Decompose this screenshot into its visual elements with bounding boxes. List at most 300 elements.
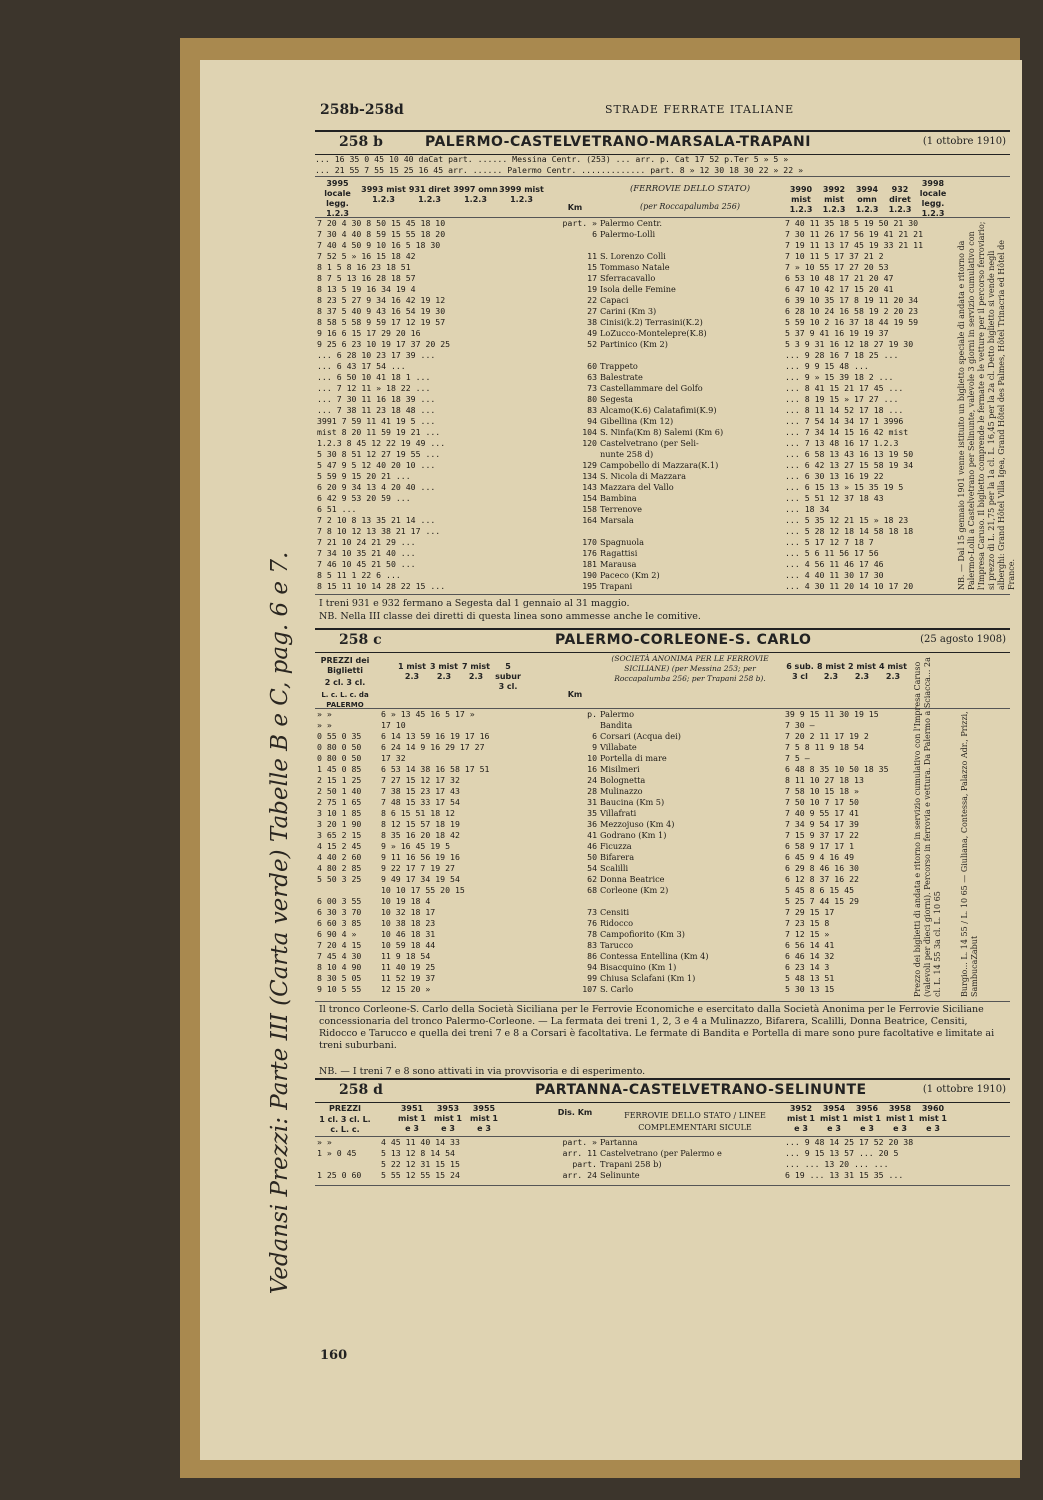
- departure-times: ... 7 38 11 23 18 48 ...: [317, 405, 436, 415]
- schedule-row: [315, 962, 1010, 973]
- train-head: 3960 mist 1 e 3: [918, 1104, 947, 1133]
- price-cell: 0 80 0 50: [317, 742, 362, 752]
- km-label: Dis. Km: [557, 1108, 593, 1117]
- train-headers: [315, 652, 1010, 709]
- departure-times: 10 46 18 31: [381, 929, 436, 939]
- departure-times: ... 6 43 17 54 ...: [317, 361, 406, 371]
- schedule-row: [315, 240, 1010, 251]
- route-date: (25 agosto 1908): [920, 634, 1006, 645]
- return-times: 5 45 8 6 15 45: [785, 885, 855, 895]
- schedule-row: [315, 973, 1010, 984]
- return-times: 7 20 2 11 17 19 2: [785, 731, 869, 741]
- departure-times: 1.2.3 8 45 12 22 19 49 ...: [317, 438, 446, 448]
- return-times: 5 59 10 2 16 37 18 44 19 59: [785, 317, 919, 327]
- price-cell: 2 75 1 65: [317, 797, 362, 807]
- return-times: ... ... 13 20 ... ...: [785, 1159, 889, 1169]
- km-cell: 68: [587, 885, 597, 895]
- schedule-row: [315, 1137, 1010, 1148]
- train-head: 3958 mist 1 e 3: [885, 1104, 914, 1133]
- train-head: 3993 mist 1.2.3: [361, 185, 406, 204]
- price-cell: 7 20 4 15: [317, 940, 362, 950]
- section-header: [315, 130, 1010, 155]
- schedule-rows: [315, 218, 1016, 595]
- train-head: 3997 omn 1.2.3: [453, 185, 498, 204]
- train-head: 3955 mist 1 e 3: [469, 1104, 498, 1133]
- departure-times: 7 8 10 12 13 38 21 17 ...: [317, 526, 441, 536]
- return-times: ... 18 34: [785, 504, 830, 514]
- schedule-row: [315, 918, 1010, 929]
- return-times: 6 12 8 37 16 22: [785, 874, 859, 884]
- km-cell: 80: [587, 394, 597, 404]
- km-cell: 94: [587, 416, 597, 426]
- schedule-row: [315, 775, 1010, 786]
- departure-times: 5 22 12 31 15 15: [381, 1159, 460, 1169]
- departure-times: 10 38 18 23: [381, 918, 436, 928]
- return-times: 6 56 14 41: [785, 940, 835, 950]
- station-name: Censiti: [600, 907, 630, 917]
- train-head: 4 mist 2.3: [878, 662, 907, 681]
- return-times: 6 23 14 3: [785, 962, 830, 972]
- km-cell: 52: [587, 339, 597, 349]
- connection-row: ... 21 55 7 55 15 25 16 45 arr. ...... Palermo Centr. ............. part. 8 » 12 30 18 30 22 » 22 »: [315, 165, 803, 175]
- return-times: 7 40 11 35 18 5 19 50 21 30: [785, 218, 919, 228]
- schedule-row: [315, 786, 1010, 797]
- return-times: ... 5 51 12 37 18 43: [785, 493, 884, 503]
- schedule-row: [315, 830, 1010, 841]
- km-cell: 190: [582, 570, 597, 580]
- price-cell: 8 30 5 05: [317, 973, 362, 983]
- station-name: Contessa Entellina (Km 4): [600, 951, 709, 961]
- schedule-row: [315, 742, 1010, 753]
- section-number: 258 b: [339, 134, 383, 150]
- side-note-destinations: Burgio... L. 14 55 / L. 10 65 — Giuliana, Contessa, Palazzo Adr., Prizzi, SambucaZabut: [960, 711, 979, 997]
- return-times: ... 4 40 11 30 17 30: [785, 570, 884, 580]
- departure-times: 11 40 19 25: [381, 962, 436, 972]
- schedule-row: [315, 874, 1010, 885]
- station-name: Gibellina (Km 12): [600, 416, 674, 426]
- schedule-row: [315, 548, 1010, 559]
- station-name: Mulinazzo: [600, 786, 643, 796]
- departure-times: 8 15 11 10 14 28 22 15 ...: [317, 581, 446, 591]
- departure-times: mist 8 20 11 59 19 21 ...: [317, 427, 441, 437]
- station-name: Isola delle Femine: [600, 284, 676, 294]
- return-times: 5 30 13 15: [785, 984, 835, 994]
- departure-times: 10 10 17 55 20 15: [381, 885, 465, 895]
- schedule-row: [315, 819, 1010, 830]
- km-cell: 17: [587, 273, 597, 283]
- return-times: 8 11 10 27 18 13: [785, 775, 864, 785]
- return-times: ... 6 42 13 27 15 58 19 34: [785, 460, 914, 470]
- schedule-row: [315, 383, 1010, 394]
- return-times: ... 5 6 11 56 17 56: [785, 548, 879, 558]
- return-times: 6 19 ... 13 31 15 35 ...: [785, 1170, 904, 1180]
- return-times: ... 6 15 13 » 15 35 19 5: [785, 482, 904, 492]
- price-cell: 1 45 0 85: [317, 764, 362, 774]
- km-cell: 15: [587, 262, 597, 272]
- km-cell: 28: [587, 786, 597, 796]
- price-classes: 1 cl. 3 cl. L. c. L. c.: [319, 1115, 371, 1134]
- departure-times: 4 45 11 40 14 33: [381, 1137, 460, 1147]
- station-name: Bandita: [600, 720, 633, 730]
- station-name: Donna Beatrice: [600, 874, 665, 884]
- km-cell: 16: [587, 764, 597, 774]
- train-head: 3990 mist 1.2.3: [789, 185, 813, 214]
- station-name: Ragattisi: [600, 548, 638, 558]
- section-header: [315, 628, 1010, 653]
- km-cell: part. »: [562, 1137, 597, 1147]
- station-name: Scalilli: [600, 863, 629, 873]
- km-cell: part.: [572, 1159, 597, 1169]
- price-head: PREZZI: [328, 1104, 362, 1113]
- schedule-row: [315, 797, 1010, 808]
- return-times: ... 5 17 12 7 18 7: [785, 537, 874, 547]
- station-name: Villafrati: [600, 808, 637, 818]
- train-head: 3 mist 2.3: [429, 662, 458, 681]
- station-name: Corleone (Km 2): [600, 885, 669, 895]
- schedule-row: [315, 229, 1010, 240]
- schedule-row: [315, 482, 1010, 493]
- train-head: 3992 mist 1.2.3: [822, 185, 846, 214]
- km-cell: 73: [587, 907, 597, 917]
- km-cell: 38: [587, 317, 597, 327]
- departure-times: 7 20 4 30 8 50 15 45 18 10: [317, 218, 446, 228]
- price-cell: 3 10 1 85: [317, 808, 362, 818]
- km-cell: 83: [587, 940, 597, 950]
- schedule-row: [315, 372, 1010, 383]
- section-258d: [315, 1078, 1010, 1223]
- running-header: [320, 102, 1010, 122]
- station-name: Palermo Centr.: [600, 218, 662, 228]
- schedule-row: [315, 808, 1010, 819]
- train-head: 3951 mist 1 e 3: [397, 1104, 426, 1133]
- price-cell: 0 55 0 35: [317, 731, 362, 741]
- return-times: 6 28 10 24 16 58 19 2 20 23: [785, 306, 919, 316]
- km-cell: 9: [592, 742, 597, 752]
- km-cell: 120: [582, 438, 597, 448]
- route-date: (1 ottobre 1910): [922, 136, 1006, 147]
- station-name: S. Lorenzo Colli: [600, 251, 666, 261]
- departure-times: 8 23 5 27 9 34 16 42 19 12: [317, 295, 446, 305]
- schedule-row: [315, 753, 1010, 764]
- departure-times: 8 7 5 13 16 28 18 57: [317, 273, 416, 283]
- section-number: 258 d: [339, 1082, 383, 1098]
- return-times: 6 46 14 32: [785, 951, 835, 961]
- departure-times: 8 5 11 1 22 6 ...: [317, 570, 401, 580]
- price-cell: 4 80 2 85: [317, 863, 362, 873]
- schedule-row: [315, 885, 1010, 896]
- connection-rows: [315, 154, 1010, 177]
- km-cell: arr. 24: [562, 1170, 597, 1180]
- return-times: 7 34 9 54 17 39: [785, 819, 859, 829]
- page-number: 160: [320, 1348, 348, 1363]
- km-cell: 158: [582, 504, 597, 514]
- km-cell: 50: [587, 852, 597, 862]
- footnote: NB. Nella III classe dei diretti di questa linea sono ammesse anche le comitive.: [319, 611, 701, 622]
- operator-name: FERROVIE DELLO STATO / LINEE COMPLEMENTARI SICULE: [624, 1111, 766, 1132]
- train-head: 5 subur 3 cl.: [495, 662, 521, 691]
- schedule-row: [315, 218, 1010, 229]
- train-head: 3954 mist 1 e 3: [819, 1104, 848, 1133]
- return-times: 7 29 15 17: [785, 907, 835, 917]
- station-name: Campofiorito (Km 3): [600, 929, 685, 939]
- return-times: 5 37 9 41 16 19 19 37: [785, 328, 889, 338]
- km-cell: 78: [587, 929, 597, 939]
- station-name: Carini (Km 3): [600, 306, 657, 316]
- schedule-row: [315, 515, 1010, 526]
- return-times: 7 19 11 13 17 45 19 33 21 11: [785, 240, 924, 250]
- schedule-row: [315, 284, 1010, 295]
- schedule-row: [315, 581, 1010, 592]
- departure-times: ... 7 12 11 » 18 22 ...: [317, 383, 431, 393]
- station-name: Palermo-Lolli: [600, 229, 656, 239]
- schedule-row: [315, 537, 1010, 548]
- return-times: ... 6 58 13 43 16 13 19 50: [785, 449, 914, 459]
- station-name: Selinunte: [600, 1170, 640, 1180]
- departure-times: 7 30 4 40 8 59 15 55 18 20: [317, 229, 446, 239]
- station-name: Chiusa Sclafani (Km 1): [600, 973, 696, 983]
- train-head: 3999 mist 1.2.3: [499, 185, 544, 204]
- departure-times: 8 6 15 51 18 12: [381, 808, 455, 818]
- departure-times: 5 59 9 15 20 21 ...: [317, 471, 411, 481]
- return-times: 7 5 —: [785, 753, 810, 763]
- departure-times: 9 25 6 23 10 19 17 37 20 25: [317, 339, 451, 349]
- km-cell: arr. 11: [562, 1148, 597, 1158]
- km-cell: 49: [587, 328, 597, 338]
- schedule-row: [315, 720, 1010, 731]
- return-times: 7 50 10 7 17 50: [785, 797, 859, 807]
- km-label: Km: [567, 203, 583, 212]
- departure-times: 8 35 16 20 18 42: [381, 830, 460, 840]
- km-cell: p.: [587, 709, 597, 719]
- departure-times: 7 34 10 35 21 40 ...: [317, 548, 416, 558]
- train-head: 2 mist 2.3: [847, 662, 876, 681]
- schedule-row: [315, 251, 1010, 262]
- return-times: ... 4 56 11 46 17 46: [785, 559, 884, 569]
- section-header: [315, 1078, 1010, 1103]
- departure-times: 6 14 13 59 16 19 17 16: [381, 731, 490, 741]
- return-times: ... 9 » 15 39 18 2 ...: [785, 372, 894, 382]
- station-name: Alcamo(K.6) Calatafimi(K.9): [600, 405, 717, 415]
- return-times: ... 8 19 15 » 17 27 ...: [785, 394, 899, 404]
- train-head: 931 diret 1.2.3: [408, 185, 451, 204]
- return-times: 6 29 8 46 16 30: [785, 863, 859, 873]
- schedule-row: [315, 350, 1010, 361]
- return-times: ... 6 30 13 16 19 22: [785, 471, 884, 481]
- schedule-row: [315, 394, 1010, 405]
- departure-times: 9 16 6 15 17 29 20 16: [317, 328, 421, 338]
- schedule-row: [315, 449, 1010, 460]
- schedule-row: [315, 852, 1010, 863]
- schedule-row: [315, 339, 1010, 350]
- departure-times: 17 32: [381, 753, 406, 763]
- departure-times: ... 6 28 10 23 17 39 ...: [317, 350, 436, 360]
- price-cell: 6 00 3 55: [317, 896, 362, 906]
- station-name: Campobello di Mazzara(K.1): [600, 460, 719, 470]
- station-name: nunte 258 d): [600, 449, 654, 459]
- departure-times: 7 27 15 12 17 32: [381, 775, 460, 785]
- departure-times: 8 58 5 58 9 59 17 12 19 57: [317, 317, 446, 327]
- departure-times: 9 22 17 7 19 27: [381, 863, 455, 873]
- departure-times: 10 59 18 44: [381, 940, 436, 950]
- departure-times: 9 » 16 45 19 5: [381, 841, 451, 851]
- footnote: NB. — I treni 7 e 8 sono attivati in via provvisoria e di esperimento.: [319, 1066, 646, 1077]
- train-head: 3994 omn 1.2.3: [855, 185, 879, 214]
- price-cell: 9 10 5 55: [317, 984, 362, 994]
- return-times: ... 5 35 12 21 15 » 18 23: [785, 515, 909, 525]
- route-via: (per Roccapalumba 256): [640, 202, 740, 211]
- return-times: ... 7 34 14 15 16 42 mist: [785, 427, 909, 437]
- train-head: 8 mist 2.3: [816, 662, 845, 681]
- train-head: 3952 mist 1 e 3: [786, 1104, 815, 1133]
- price-cell: 7 45 4 30: [317, 951, 362, 961]
- station-name: Partinico (Km 2): [600, 339, 668, 349]
- departure-times: 5 47 9 5 12 40 20 10 ...: [317, 460, 436, 470]
- schedule-row: [315, 863, 1010, 874]
- route-title: PARTANNA-CASTELVETRANO-SELINUNTE: [535, 1082, 867, 1098]
- schedule-row: [315, 940, 1010, 951]
- station-name: Paceco (Km 2): [600, 570, 660, 580]
- price-cell: 5 50 3 25: [317, 874, 362, 884]
- km-cell: part. »: [562, 218, 597, 228]
- departure-times: 17 10: [381, 720, 406, 730]
- station-name: Mezzojuso (Km 4): [600, 819, 675, 829]
- station-name: Terrenove: [600, 504, 643, 514]
- price-cell: 2 50 1 40: [317, 786, 362, 796]
- connection-row: ... 16 35 0 45 10 40 daCat part. ...... Messina Centr. (253) ... arr. p. Cat 17 52 p.Ter 5 » 5 »: [315, 154, 789, 164]
- station-name: Ficuzza: [600, 841, 632, 851]
- km-cell: 99: [587, 973, 597, 983]
- schedule-row: [315, 570, 1010, 581]
- departure-times: 11 52 19 37: [381, 973, 436, 983]
- station-name: Tommaso Natale: [600, 262, 670, 272]
- station-name: Partanna: [600, 1137, 638, 1147]
- departure-times: 9 11 16 56 19 16: [381, 852, 460, 862]
- schedule-row: [315, 405, 1010, 416]
- footnote: Il tronco Corleone-S. Carlo della Società Siciliana per le Ferrovie Economiche e esercitato dalla Società Anonima per le Ferrovie Siciliane concessionaria del tronco Palermo-Corleone. — La fermata dei treni 1, 2, 3 e 4 a Mulinazzo, Bifarera, Scalilli, Donna Beatrice, Censiti, Ridocco e Tarucco e quella dei treni 7 e 8 a Corsari è facoltativa. Le fermate di Bandita e Portella di mare sono pure facoltative e limitate ai treni suburbani.: [319, 1004, 995, 1051]
- header-section-range: 258b-258d: [320, 102, 404, 118]
- km-cell: 62: [587, 874, 597, 884]
- price-unit: L. c. L. c. da PALERMO: [321, 691, 369, 709]
- departure-times: 7 40 4 50 9 10 16 5 18 30: [317, 240, 441, 250]
- km-cell: 154: [582, 493, 597, 503]
- km-cell: 11: [587, 251, 597, 261]
- km-cell: 170: [582, 537, 597, 547]
- station-name: Segesta: [600, 394, 633, 404]
- train-head: 1 mist 2.3: [397, 662, 426, 681]
- departure-times: 5 30 8 51 12 27 19 55 ...: [317, 449, 441, 459]
- station-name: Bisacquino (Km 1): [600, 962, 677, 972]
- station-name: Bambina: [600, 493, 637, 503]
- schedule-row: [315, 295, 1010, 306]
- station-name: LoZucco-Montelepre(K.8): [600, 328, 707, 338]
- station-name: Spagnuola: [600, 537, 644, 547]
- departure-times: 6 24 14 9 16 29 17 27: [381, 742, 485, 752]
- footnote: I treni 931 e 932 fermano a Segesta dal 1 gennaio al 31 maggio.: [319, 598, 630, 609]
- side-margin-text: Vedansi Prezzi: Parte III (Carta verde) Tabelle B e C, pag. 6 e 7.: [267, 551, 293, 1295]
- station-name: Trappeto: [600, 361, 638, 371]
- schedule-rows: [315, 1137, 1010, 1186]
- station-name: Castelvetrano (per Palermo e: [600, 1148, 722, 1158]
- km-cell: 176: [582, 548, 597, 558]
- return-times: 7 15 9 37 17 22: [785, 830, 859, 840]
- price-cell: 6 60 3 85: [317, 918, 362, 928]
- return-times: 6 45 9 4 16 49: [785, 852, 855, 862]
- km-cell: 129: [582, 460, 597, 470]
- km-label: Km: [567, 690, 583, 699]
- departure-times: 8 37 5 40 9 43 16 54 19 30: [317, 306, 446, 316]
- return-times: ... 9 28 16 7 18 25 ...: [785, 350, 899, 360]
- train-head: 6 sub. 3 cl: [786, 662, 814, 681]
- price-head: PREZZI dei Biglietti: [320, 656, 370, 675]
- km-cell: 76: [587, 918, 597, 928]
- km-cell: 86: [587, 951, 597, 961]
- return-times: 7 30 —: [785, 720, 815, 730]
- operator-name: (FERROVIE DELLO STATO): [629, 184, 751, 194]
- schedule-row: [315, 416, 1010, 427]
- return-times: ... 9 9 15 48 ...: [785, 361, 869, 371]
- km-cell: 164: [582, 515, 597, 525]
- km-cell: 10: [587, 753, 597, 763]
- km-cell: 104: [582, 427, 597, 437]
- schedule-row: [315, 427, 1010, 438]
- return-times: 6 47 10 42 17 15 20 41: [785, 284, 894, 294]
- station-name: Palermo: [600, 709, 635, 719]
- departure-times: 6 42 9 53 20 59 ...: [317, 493, 411, 503]
- return-times: 7 40 9 55 17 41: [785, 808, 859, 818]
- schedule-row: [315, 438, 1010, 449]
- return-times: 6 53 10 48 17 21 20 47: [785, 273, 894, 283]
- km-cell: 27: [587, 306, 597, 316]
- schedule-row: [315, 731, 1010, 742]
- departure-times: 8 13 5 19 16 34 19 4: [317, 284, 416, 294]
- departure-times: 7 38 15 23 17 43: [381, 786, 460, 796]
- train-head: 3998 locale legg. 1.2.3: [919, 179, 947, 218]
- schedule-row: [315, 493, 1010, 504]
- side-note: Prezzo dei biglietti di andata e ritorno in servizio cumulativo con l'Impresa Caruso (valevoli per dieci giorni). Percorso in ferrovia e vettura. Da Palermo a Sciacca... 2a cl. L. 14 55 3a cl. L. 10 65: [913, 657, 942, 997]
- station-name: Castellammare del Golfo: [600, 383, 703, 393]
- schedule-rows: [315, 709, 1010, 1002]
- price-cell: 8 10 4 90: [317, 962, 362, 972]
- price-classes: 2 cl. 3 cl.: [324, 678, 366, 687]
- price-cell: 4 15 2 45: [317, 841, 362, 851]
- schedule-row: [315, 1170, 1010, 1181]
- departure-times: 8 12 15 57 18 19: [381, 819, 460, 829]
- station-name: Mazzara del Vallo: [600, 482, 674, 492]
- station-name: Baucina (Km 5): [600, 797, 665, 807]
- section-number: 258 c: [339, 632, 382, 648]
- departure-times: 12 15 20 »: [381, 984, 431, 994]
- schedule-row: [315, 306, 1010, 317]
- km-cell: 6: [592, 731, 597, 741]
- schedule-row: [315, 361, 1010, 372]
- schedule-row: [315, 929, 1010, 940]
- station-name: Corsari (Acqua dei): [600, 731, 681, 741]
- km-cell: 60: [587, 361, 597, 371]
- train-head: 7 mist 2.3: [461, 662, 490, 681]
- price-cell: » »: [317, 720, 332, 730]
- side-note: NB. — Dal 15 gennaio 1901 venne istituito un biglietto speciale di andata e ritorno da Palermo-Lolli a Castelvetrano per Selinunte, valevole 3 giorni in servizio cumulativo con l'Impresa Caruso. Il biglietto comprende le fermate e le vetture per il percorso ferroviario; si prezzo di L. 21,75 per la 1a cl. L. 16,45 per la 2a cl. Detto biglietto si vende negli alberghi: Grand Hôtel Villa Igea, Grand Hôtel des Palmes, Hôtel Trinacria ed Hôtel de France.: [957, 221, 1016, 590]
- station-name: Trapani: [600, 581, 633, 591]
- price-cell: 0 80 0 50: [317, 753, 362, 763]
- return-times: ... 5 28 12 18 14 58 18 18: [785, 526, 914, 536]
- station-name: S. Ninfa(Km 8) Salemi (Km 6): [600, 427, 724, 437]
- km-cell: 31: [587, 797, 597, 807]
- return-times: ... 8 41 15 21 17 45 ...: [785, 383, 904, 393]
- price-cell: 3 65 2 15: [317, 830, 362, 840]
- return-times: 7 5 8 11 9 18 54: [785, 742, 864, 752]
- schedule-row: [315, 328, 1010, 339]
- km-cell: 83: [587, 405, 597, 415]
